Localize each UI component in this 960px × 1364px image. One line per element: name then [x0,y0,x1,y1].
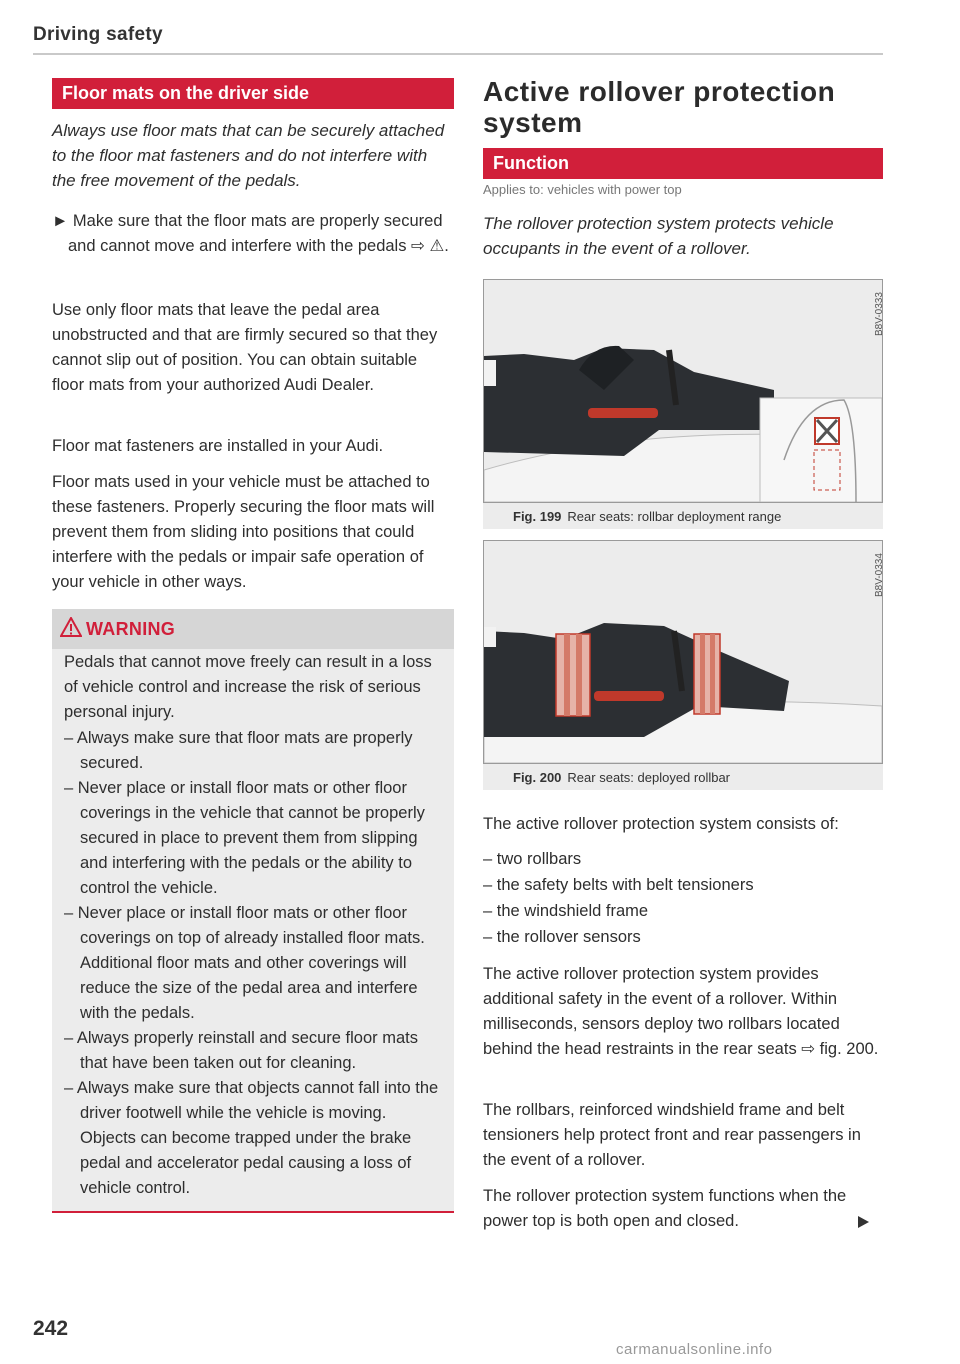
applies-to-note: Applies to: vehicles with power top [483,182,682,197]
rear-seats-illustration [484,280,882,502]
function-heading-text: Function [493,153,569,173]
floor-mats-para-2: Floor mat fasteners are installed in your Audi. [52,437,384,455]
figure-199-image [483,279,883,503]
floor-mats-intro: Always use floor mats that can be securely attached to the floor mat fasteners and do not interfere with the free movement of the pedals. [52,121,445,190]
floor-mats-bullet: ► Make sure that the floor mats are properly secured and cannot move and interfere with the pedals ⇨ ⚠. [52,212,449,255]
header-divider [33,53,883,55]
figure-200-image [483,540,883,764]
figure-199-number: Fig. 199 [513,508,562,524]
rollover-para-3: The rollover protection system functions when the power top is both open and closed. [483,1187,847,1230]
warning-triangle-icon [60,617,82,637]
floor-mats-para-3: Floor mats used in your vehicle must be attached to these fasteners. Properly securing the floor mats will prevent them from sliding into positions that could interfere with the pedals or impair safe operation of your vehicle in other ways. [52,473,435,591]
figure-200-number: Fig. 200 [513,769,562,785]
figure-200-code: B8V-0334 [874,553,885,597]
continue-arrow-icon [858,1216,869,1228]
warning-item: – Always make sure that floor mats are properly secured. [64,729,413,772]
warning-item: – Always properly reinstall and secure floor mats that have been taken out for cleaning. [64,1029,418,1072]
floor-mats-heading [52,78,454,109]
components-intro: The active rollover protection system consists of: [483,815,839,833]
component-item: – the rollover sensors [483,928,641,946]
figure-199-code: B8V-0333 [874,292,885,336]
components-list [483,847,883,951]
figure-199-caption [483,503,883,529]
page-number: 242 [33,1317,69,1340]
figure-200-caption [483,764,883,790]
rollover-title: Active rollover protection system [483,76,836,138]
rollover-para-2: The rollbars, reinforced windshield frame and belt tensioners help protect front and rear passengers in the event of a rollover. [483,1101,861,1169]
section-title: Driving safety [33,24,163,45]
rollover-intro: The rollover protection system protects vehicle occupants in the event of a rollover. [483,214,834,258]
floor-mats-heading-text: Floor mats on the driver side [62,83,310,103]
floor-mats-para-1: Use only floor mats that leave the pedal area unobstructed and that are firmly secured so that they cannot slip out of position. You can obtain suitable floor mats from your authorized Audi Dealer. [52,301,438,394]
component-item: – the windshield frame [483,902,649,920]
component-item: – two rollbars [483,850,582,868]
figure-200-caption-text: Rear seats: deployed rollbar [567,769,731,785]
deployed-rollbar-illustration [484,541,882,763]
warning-item: – Never place or install floor mats or other floor coverings in the vehicle that cannot be properly secured in place to prevent them from slipping and interfering with the pedals or the ability to control the vehicle. [64,779,425,897]
warning-title: WARNING [86,619,176,639]
warning-list [64,726,442,1201]
site-watermark: carmanualsonline.info [616,1341,773,1358]
component-item: – the safety belts with belt tensioners [483,876,754,894]
warning-intro: Pedals that cannot move freely can result in a loss of vehicle control and increase the risk of serious personal injury. [64,653,432,721]
warning-item: – Always make sure that objects cannot fall into the driver footwell while the vehicle is moving. Objects can become trapped under the brake pedal and accelerator pedal causing a loss of vehicle control. [64,1079,439,1197]
rollover-para-1: The active rollover protection system provides additional safety in the event of a rollover. Within milliseconds, sensors deploy two rollbars located behind the head restraints in the rear seats ⇨ fig. 200. [483,965,879,1058]
figure-199-caption-text: Rear seats: rollbar deployment range [567,508,782,524]
function-heading [483,148,883,179]
warning-item: – Never place or install floor mats or other floor coverings on top of already installed floor mats. Additional floor mats and other coverings will reduce the size of the pedal area and interfere with the pedals. [64,904,425,1022]
